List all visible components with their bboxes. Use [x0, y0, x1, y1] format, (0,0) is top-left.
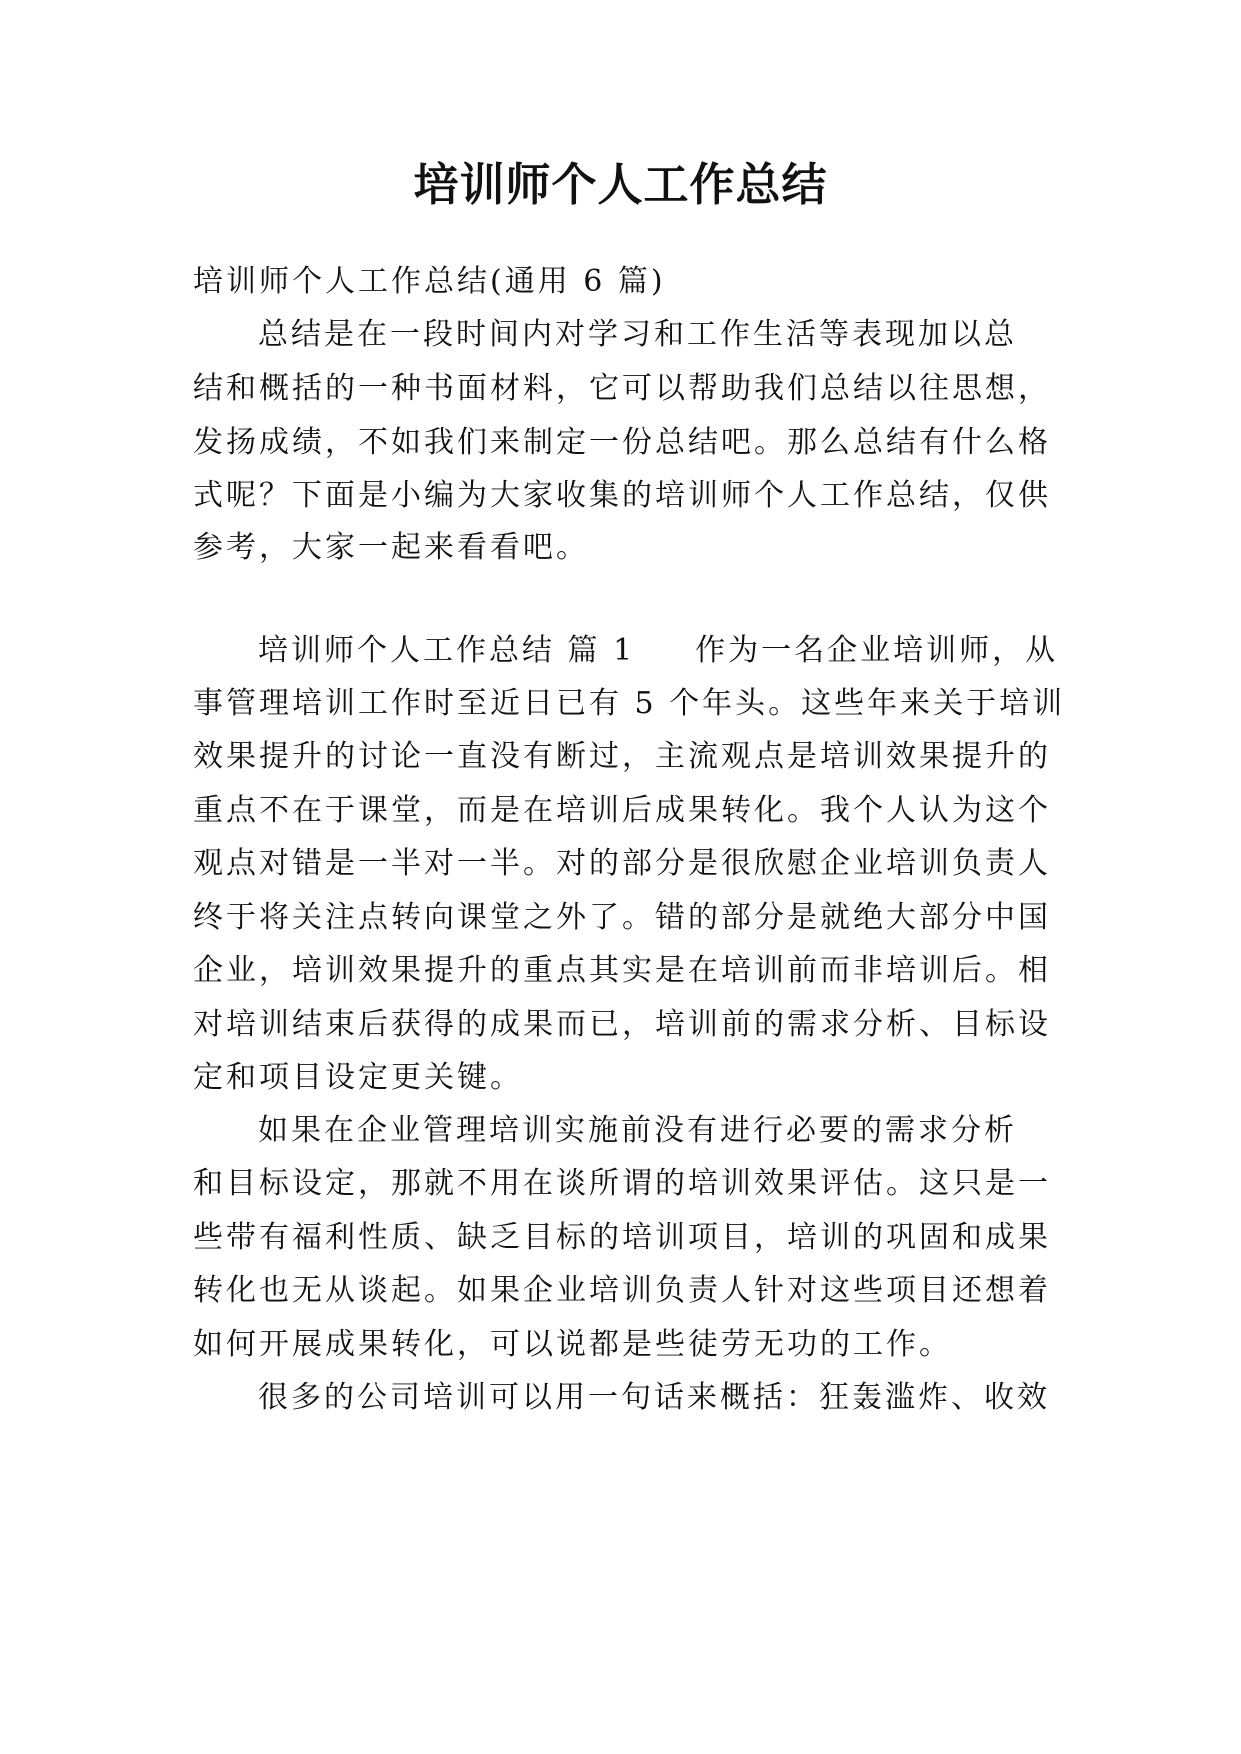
section1-line: 效果提升的讨论一直没有断过，主流观点是培训效果提升的: [193, 739, 1051, 774]
paragraph2-line: 转化也无从谈起。如果企业培训负责人针对这些项目还想着: [193, 1273, 1051, 1308]
paragraph2-line: 些带有福利性质、缺乏目标的培训项目，培训的巩固和成果: [193, 1220, 1051, 1255]
paragraph3-line: 很多的公司培训可以用一句话来概括：狂轰滥炸、收效: [258, 1380, 1050, 1415]
section1-first-line: [258, 621, 1059, 681]
section1-line: 定和项目设定更关键。: [193, 1060, 523, 1095]
intro-line: 发扬成绩，不如我们来制定一份总结吧。那么总结有什么格: [193, 425, 1051, 460]
paragraph2-line: 和目标设定，那就不用在谈所谓的培训效果评估。这只是一: [193, 1166, 1051, 1201]
intro-line: 总结是在一段时间内对学习和工作生活等表现加以总: [258, 317, 1017, 352]
document-title: 培训师个人工作总结: [413, 158, 828, 211]
section1-line: 终于将关注点转向课堂之外了。错的部分是就绝大部分中国: [193, 900, 1051, 935]
document-subtitle: 培训师个人工作总结(通用 6 篇): [193, 264, 666, 299]
section1-line: 对培训结束后获得的成果而已，培训前的需求分析、目标设: [193, 1007, 1051, 1042]
intro-line: 式呢？下面是小编为大家收集的培训师个人工作总结，仅供: [193, 478, 1051, 513]
paragraph2-line: 如果在企业管理培训实施前没有进行必要的需求分析: [258, 1113, 1017, 1148]
paragraph2-line: 如何开展成果转化，可以说都是些徒劳无功的工作。: [193, 1327, 952, 1362]
section1-line: 事管理培训工作时至近日已有 5 个年头。这些年来关于培训: [193, 686, 1066, 721]
section1-line: 企业，培训效果提升的重点其实是在培训前而非培训后。相: [193, 953, 1051, 988]
intro-line: 结和概括的一种书面材料，它可以帮助我们总结以往思想，: [193, 371, 1051, 406]
intro-line: 参考，大家一起来看看吧。: [193, 530, 589, 565]
section1-first-line-text: 作为一名企业培训师，从: [695, 633, 1059, 668]
section1-line: 观点对错是一半对一半。对的部分是很欣慰企业培训负责人: [193, 846, 1051, 881]
section1-heading: 培训师个人工作总结 篇 1: [258, 633, 636, 668]
section1-line: 重点不在于课堂，而是在培训后成果转化。我个人认为这个: [193, 793, 1051, 828]
